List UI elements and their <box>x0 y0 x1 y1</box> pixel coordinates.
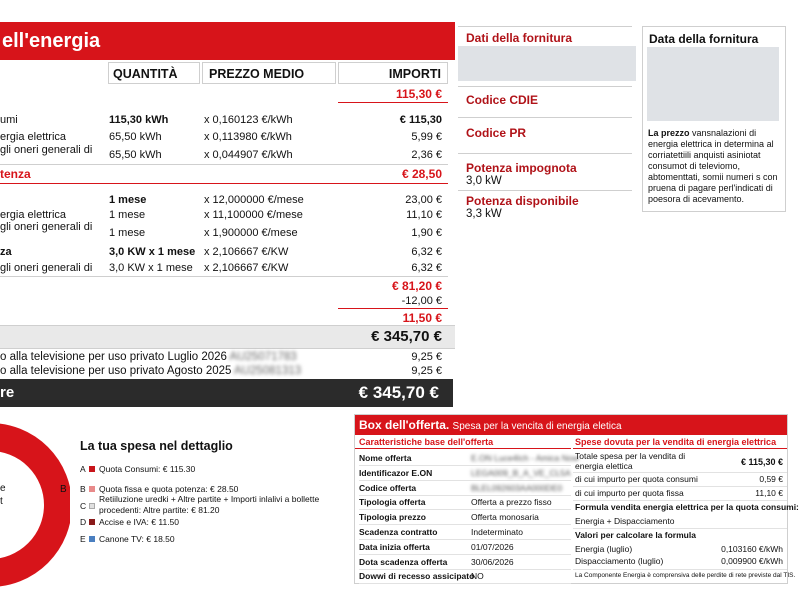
row-amount: € 115,30 <box>399 114 442 126</box>
divider <box>458 153 632 154</box>
row-label: ergia elettrica <box>0 131 67 143</box>
offer-box <box>354 414 799 584</box>
formula-value: Energia + Dispacciamento <box>575 516 675 526</box>
date-box-redacted <box>647 47 779 121</box>
offer-row <box>359 540 571 555</box>
codice-pr-label: Codice PR <box>466 126 527 140</box>
tv-amount-2: 9,25 € <box>411 365 442 377</box>
divider <box>458 190 632 191</box>
divider <box>573 448 787 449</box>
supply-title: Dati della fornitura <box>466 31 573 45</box>
potenza-impegnata-label: Potenza impognota <box>466 161 577 175</box>
section-title: ell'energia <box>0 22 455 60</box>
offer-row <box>359 495 571 510</box>
divider <box>0 164 448 165</box>
row-label: umi <box>0 114 18 126</box>
tv-code-1: AU25071783 <box>229 351 297 363</box>
col-header-prezzo: PREZZO MEDIO <box>202 62 336 84</box>
offer-row-value: 01/07/2026 <box>471 541 514 552</box>
legend-swatch <box>89 503 95 509</box>
quota-consumi-label: di cui impurto per quota consumi <box>575 474 698 484</box>
discount: -12,00 € <box>401 295 442 307</box>
legend-swatch <box>89 466 95 472</box>
final-total: € 345,70 € <box>358 383 439 402</box>
grand-total: € 345,70 € <box>371 328 442 345</box>
row-price: x 1,900000 €/mese <box>204 227 298 239</box>
row-qty: 115,30 kWh <box>109 114 169 126</box>
row-qty: 1 mese <box>109 194 147 206</box>
dispacciamento-value: 0,009900 €/kWh <box>721 556 783 566</box>
legend-swatch <box>89 536 95 542</box>
row-price: x 0,113980 €/kWh <box>204 131 292 143</box>
offer-row <box>359 555 571 570</box>
potenza-disponibile-value: 3,3 kW <box>466 208 502 220</box>
potenza-impegnata-value: 3,0 kW <box>466 175 502 187</box>
potenza-total: € 28,50 <box>401 167 442 181</box>
row-price: x 2,106667 €/KW <box>204 246 289 258</box>
offer-row <box>359 510 571 525</box>
row-amount: 6,32 € <box>411 246 442 258</box>
offer-box-header <box>355 415 787 435</box>
row-label: ergia elettrica <box>0 209 67 221</box>
section-potenza-label: tenza <box>0 167 31 181</box>
formula-title: Formula vendita energia elettrica per la quota consumi: <box>575 502 799 512</box>
codice-cdie-label: Codice CDIE <box>466 93 539 107</box>
donut-label-2: t <box>0 496 3 507</box>
divider <box>573 472 787 473</box>
divider <box>573 528 787 529</box>
row-price: x 2,106667 €/KW <box>204 262 289 274</box>
date-box-text: La prezzo vansnalazioni di energia elettrica in determina al corriatettiili anquisti asiniotat consumot di televiomo, abtomenttati, somii numeri s con pruena di pagare perl'indicati di poesora di acevamento. <box>648 128 778 204</box>
divider <box>355 448 571 449</box>
total-consumi: 115,30 € <box>395 87 442 101</box>
row-amount: 11,10 € <box>406 209 442 221</box>
row-label: za <box>0 246 12 258</box>
row-label: gli oneri generali di <box>0 144 93 156</box>
offer-row-value: NO <box>471 571 484 582</box>
spesa-total-label: Totale spesa per la vendita di energia elettica <box>575 451 686 471</box>
offer-row <box>359 481 571 496</box>
offer-row-value: E.ON Luce4Ich - Amica Now <box>471 453 579 463</box>
offer-row-key: Dowwi di recesso assicipato <box>359 571 475 582</box>
row-amount: 6,32 € <box>411 262 442 274</box>
offer-row-key: Nome offerta <box>359 453 412 463</box>
row-price: x 12,000000 €/mese <box>204 194 304 206</box>
row-qty: 3,0 KW x 1 mese <box>109 246 196 258</box>
offer-footnote: La Componente Energia è comprensiva delle perdite di rete previste dal TIS. <box>575 572 796 579</box>
other-total: 11,50 € <box>402 311 442 325</box>
donut-label-1: e <box>0 483 6 494</box>
subtotal: € 81,20 € <box>391 279 442 293</box>
divider <box>338 102 448 103</box>
row-amount: 5,99 € <box>411 131 442 143</box>
row-amount: 23,00 € <box>405 194 442 206</box>
spending-detail-title: La tua spesa nel dettaglio <box>80 439 233 453</box>
final-total-bar <box>0 379 453 407</box>
offer-row-value: LEGA009_B_A_VE_CL5A <box>471 467 571 478</box>
offer-row <box>359 451 579 466</box>
spesa-total-value: € 115,30 € <box>740 457 783 467</box>
date-box <box>642 26 786 212</box>
offer-row-value: Offerta monosaria <box>471 512 539 523</box>
row-amount: 2,36 € <box>411 149 442 161</box>
row-qty: 3,0 KW x 1 mese <box>109 262 193 274</box>
final-label: re <box>0 384 15 401</box>
values-title: Valori per calcolare la formula <box>575 530 696 540</box>
legend-swatch <box>89 486 95 492</box>
energia-value: 0,103160 €/kWh <box>721 544 783 554</box>
supply-panel <box>458 26 632 27</box>
date-box-title: Data della fornitura <box>649 32 759 46</box>
tv-amount-1: 9,25 € <box>411 351 442 363</box>
row-label: gli oneri generali di <box>0 262 93 274</box>
dispacciamento-label: Dispacciamento (luglio) <box>575 556 664 566</box>
col-header-quantita: QUANTITÀ <box>108 62 200 84</box>
divider <box>458 117 632 118</box>
legend-swatch <box>89 519 95 525</box>
offer-row-value: Indeterminato <box>471 527 523 537</box>
offer-box-title: Box dell'offerta. <box>359 418 450 432</box>
offer-row-key: Dota scadenza offerta <box>359 556 448 567</box>
quota-fissa-value: 11,10 € <box>755 488 783 498</box>
tv-line-2: o alla televisione per uso privato Agosto 2025 AU25081313 <box>0 365 302 377</box>
row-price: x 11,100000 €/mese <box>204 209 303 221</box>
offer-row-key: Tipologia offerta <box>359 497 426 508</box>
col-header-importi: IMPORTI <box>338 62 448 84</box>
offer-row <box>359 466 571 481</box>
energia-label: Energia (luglio) <box>575 544 633 554</box>
divider <box>0 183 448 184</box>
donut-chart <box>0 415 70 595</box>
offer-right-header: Spese dovuta per la vendita di energia elettrica <box>575 437 777 447</box>
row-qty: 65,50 kWh <box>109 131 162 143</box>
quota-consumi-value: 0,59 € <box>759 474 783 484</box>
offer-row-value: BLEL092603AA000DE0 <box>471 482 563 493</box>
divider <box>573 500 787 501</box>
offer-row-key: Codice offerta <box>359 482 417 493</box>
tv-line-1: o alla televisione per uso privato Luglio 2026 AU25071783 <box>0 351 297 363</box>
offer-row-value: Offerta a prezzo fisso <box>471 497 552 508</box>
potenza-disponibile-label: Potenza disponibile <box>466 194 579 208</box>
row-price: x 0,044907 €/kWh <box>204 149 293 161</box>
offer-row <box>359 569 571 584</box>
row-qty: 65,50 kWh <box>109 149 162 161</box>
offer-row-key: Scadenza contratto <box>359 527 438 537</box>
offer-row-value: 30/06/2026 <box>471 556 514 567</box>
divider <box>573 486 787 487</box>
row-price: x 0,160123 €/kWh <box>204 114 293 126</box>
row-qty: 1 mese <box>109 209 146 221</box>
offer-row-key: Identificazor E.ON <box>359 467 433 478</box>
divider <box>0 276 448 277</box>
donut-segment-letter: B <box>60 484 67 495</box>
offer-left-header: Caratteristiche base dell'offerta <box>359 437 494 447</box>
grand-total-bar <box>0 325 455 349</box>
offer-box-subtitle: Spesa per la vencita di energia eletica <box>452 421 622 432</box>
row-label: gli oneri generali di <box>0 221 93 233</box>
divider <box>573 569 787 570</box>
row-qty: 1 mese <box>109 227 146 239</box>
divider <box>458 86 632 87</box>
offer-row <box>359 525 571 540</box>
offer-row-key: Tipologia prezzo <box>359 512 426 523</box>
divider <box>338 308 448 309</box>
quota-fissa-label: di cui impurto per quota fissa <box>575 488 684 498</box>
donut-ring <box>0 437 58 573</box>
supply-redacted-box <box>458 46 636 81</box>
row-amount: 1,90 € <box>411 227 442 239</box>
tv-code-2: AU25081313 <box>234 365 302 377</box>
offer-row-key: Data inizia offerta <box>359 541 430 552</box>
